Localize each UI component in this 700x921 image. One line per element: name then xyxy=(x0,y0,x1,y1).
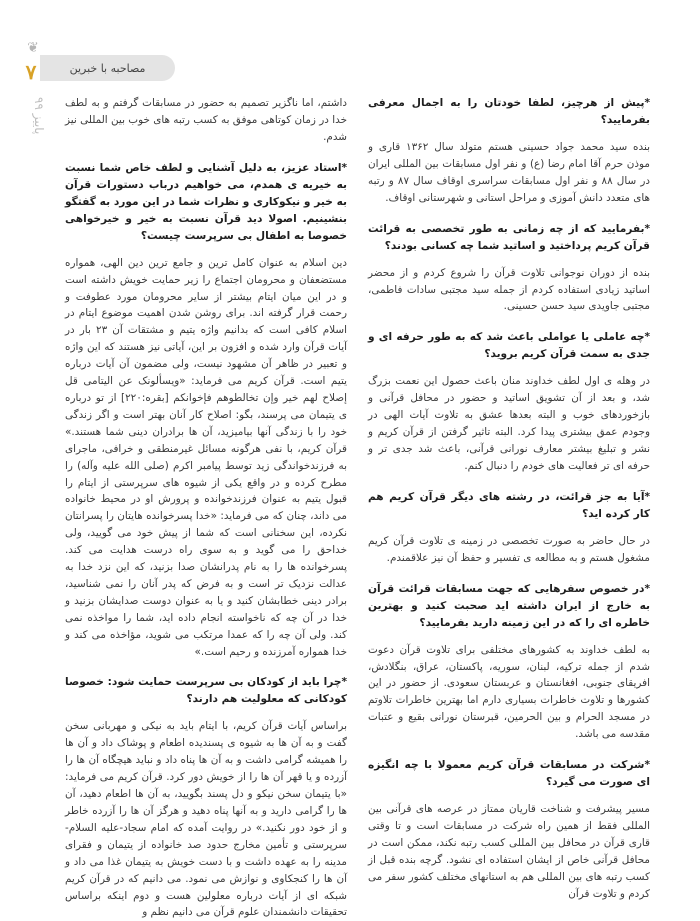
interview-question: *بفرمایید که از چه زمانی به طور تخصصی به قرائت قرآن کریم پرداختید و اساتید شما چه کسانی بودند؟ xyxy=(368,222,650,252)
left-column xyxy=(65,95,348,919)
magazine-logo-icon: ❦ xyxy=(27,40,39,56)
interview-question: *چرا باید از کودکان بی سرپرست حمایت شود: خصوصا کودکانی که معلولیت هم دارند؟ xyxy=(65,676,347,706)
right-column xyxy=(368,95,650,900)
interview-question: *چه عاملی یا عواملی باعث شد که به طور حرفه ای و جدی به سمت قرآن کریم بروید؟ xyxy=(368,331,650,361)
interview-question: *در خصوص سفرهایی که جهت مسابقات قرائت قرآن به خارج از ایران داشته اید صحبت کنید و بهترین خاطره ای را که در این زمینه دارید بفرمایید؟ xyxy=(368,582,650,629)
interview-question: *استاد عزیز، به دلیل آشنایی و لطف خاص شما نسبت به خیریه ی همدم، می خواهیم درباب دستورات قرآن به خیر و نیکوکاری و نظرات شما در این مورد به گفتگو بنشینیم. اصولا دید قرآن نسبت به خیر و خیرخواهی خصوصا به اطفال بی سرپرست چیست؟ xyxy=(65,161,347,242)
interview-question: *شرکت در مسابقات قرآن کریم معمولا با چه انگیزه ای صورت می گیرد؟ xyxy=(368,759,650,789)
interview-answer: در حال حاضر به صورت تخصصی در زمینه ی تلاوت قرآن کریم مشغول هستم و به مطالعه ی تفسیر و حفظ آن نیز علاقمندم. xyxy=(368,534,650,564)
interview-answer: بنده سید محمد جواد حسینی هستم متولد سال ۱۳۶۲ قاری و موذن حرم آقا امام رضا (ع) و نفر اول مسابقات بین المللی ایران در سال ۸۸ و نفر اول مسابقات سراسری اوقاف سال ۸۷ و رتبه های متعدد دانش آموزی و مراحل استانی و شهرستانی اوقاف. xyxy=(368,141,650,204)
interview-answer: بنده از دوران نوجوانی تلاوت قرآن را شروع کردم و از محضر اساتید زیادی استفاده کردم از جمله سید مجتبی سادات فاطمی، مجتبی جاویدی سید حسن حسینی. xyxy=(368,266,650,313)
interview-answer: مسیر پیشرفت و شناخت قاریان ممتاز در عرصه های قرآنی بین المللی فقط از همین راه شرکت در مسابقات است و تا وقتی قاری قرآن در محافل بین المللی کسب رتبه نکند، ممکن است در محافل قرآنی خاص از ایشان استفاده ای نشود. گرچه بنده قبل از کسب رتبه های بین المللی هم به استانهای مختلف کشور سفر می کردم و تلاوت قرآن xyxy=(368,803,650,900)
interview-answer: داشتم، اما ناگزیر تصمیم به حضور در مسابقات گرفتم و به لطف خدا در زمان کوتاهی موفق به کسب رتبه های خوب بین المللی نیز شدم. xyxy=(65,97,347,143)
section-header-tab xyxy=(40,55,175,81)
issue-side-mark: پاییز ۹۹ xyxy=(32,96,46,135)
interview-answer: دین اسلام به عنوان کامل ترین و جامع ترین دین الهی، همواره مستضعفان و محرومان اجتماع را زیر حمایت خویش داشته است و در این میان ایتام بیشتر از سایر محرومان مورد عطوفت و رحمت قرار گرفته اند. برای روشن شدن اهمیت موضوع ایتام در اسلام کافی است که بدانیم واژه یتیم و مشتقات آن ۲۳ بار در آیات قرآن وارد شده و افزون بر این، آیاتی نیز هستند که این واژه و تعبیر در ظاهر آن مشهود نیست، ولی مضمون آن آیات درباره یتیم است. قرآن کریم می فرماید: «ویسألونک عن الیتامی قل إصلاح لهم خیر وإن تخالطوهم فإخوانکم [بقره:۲۲۰] از تو درباره ی یتیمان می پرسند، بگو: اصلاح کار آنان بهتر است و اگر زندگی خود را با زندگی آنها بیامیزید، آن ها برادران دینی شما هستند.» قرآن کریم، با نفی هرگونه مسائل غیرمنطقی و خرافی، ماجرای به فرزندخواندگی زید توسط پیامبر اکرم (صلی الله علیه وآله) را مطرح کرده و در واقع یکی از شیوه های سرپرستی از ایتام را قبول یتیم به عنوان فرزندخوانده و پرورش او در محیط خانواده می داند، چنان که می فرماید: «خدا پسرخوانده هایتان را پسرانتان نکرده، این سخنانی است که شما از پیش خود می گویید، ولی خداحق را می گوید و به سوی راه درست هدایت می کند. پسرخوانده ها را به نام پدرانشان صدا بزنید، که این نزد خدا به عدالت نزدیک تر است و به فرض که پدر آنان را نمی شناسید، برادر دینی خطابشان کنید و یا به عنوان دوست صدایشان بزنید و خدا در آن چه که ناخواسته انجام داده اید، شما را مواخذه نمی کند. ولی آن چه را که عمدا مرتکب می شوید، مؤاخذه می کند و خدا همواره آمرزنده و رحیم است.» xyxy=(65,256,348,658)
section-label: مصاحبه با خبرین xyxy=(69,61,146,75)
interview-question: *آیا به جز قرائت، در رشته های دیگر قرآن کریم هم کار کرده اید؟ xyxy=(368,490,650,520)
interview-answer: در وهله ی اول لطف خداوند منان باعث حصول این نعمت بزرگ شد، و بعد از آن تشویق اساتید و حضور در محافل قرآنی و بازخوردهای خوب و البته بعدها عشق به تلاوت آیات الهی در وجودم عمق بیشتری پیدا کرد. البته تاثیر گرفتن از قرآن کریم و نشر و تبلیغ بیشتر معارف نورانی قرآنی، باعث شد جدی تر و حرفه ای تر فعالیت های خودم را دنبال کنم. xyxy=(368,375,650,472)
page-number: ۷ xyxy=(25,60,37,84)
interview-answer: به لطف خداوند به کشورهای مختلفی برای تلاوت قرآن دعوت شدم از جمله ترکیه، لبنان، سوریه، پاکستان، عراق، بنگلادش، افریقای جنوبی، افغانستان و عربستان سعودی. از حضور در این کشورها و تلاوت خاطرات بسیاری دارم اما بهترین خاطرات تلاوتم در مسجد الحرام و بین الحرمین، قبرستان نورانی بقیع و عتبات مقدسه می باشد. xyxy=(368,643,650,741)
interview-answer: براساس آیات قرآن کریم، با ایتام باید به نیکی و مهربانی سخن گفت و به آن ها به شیوه ی پسندیده اطعام و پوشاک داد و آن ها را همیشه گرامی داشت و به آن ها پناه داد و نباید هیچگاه آن ها را آزرده و یا قهر آن ها را از خویش دور کرد. قرآن کریم می فرماید: «با یتیمان سخن نیکو و دل پسند بگویید، به آن ها اطعام دهید، آن ها را گرامی دارید و به آنها پناه دهید و هرگز آن ها را آزرده خاطر و از خود دور نکنید.» در روایت آمده که امام سجاد-علیه السلام- سرپرستی و تأمین مخارج حدود صد خانواده از یتیمان و فقرای مدینه را به عهده داشت و با دست خویش به یتیمان غذا می داد و آن ها را کنجکاوی و نوازش می نمود. می دانیم که در قرآن کریم شبکه ای از آیات درباره معلولین هست و دوم اینکه براساس تحقیقات دانشمندان علوم قرآن می دانیم نظم و xyxy=(65,720,347,919)
interview-question: *پیش از هرچیز، لطفا خودتان را به اجمال معرفی بفرمایید؟ xyxy=(368,97,650,126)
